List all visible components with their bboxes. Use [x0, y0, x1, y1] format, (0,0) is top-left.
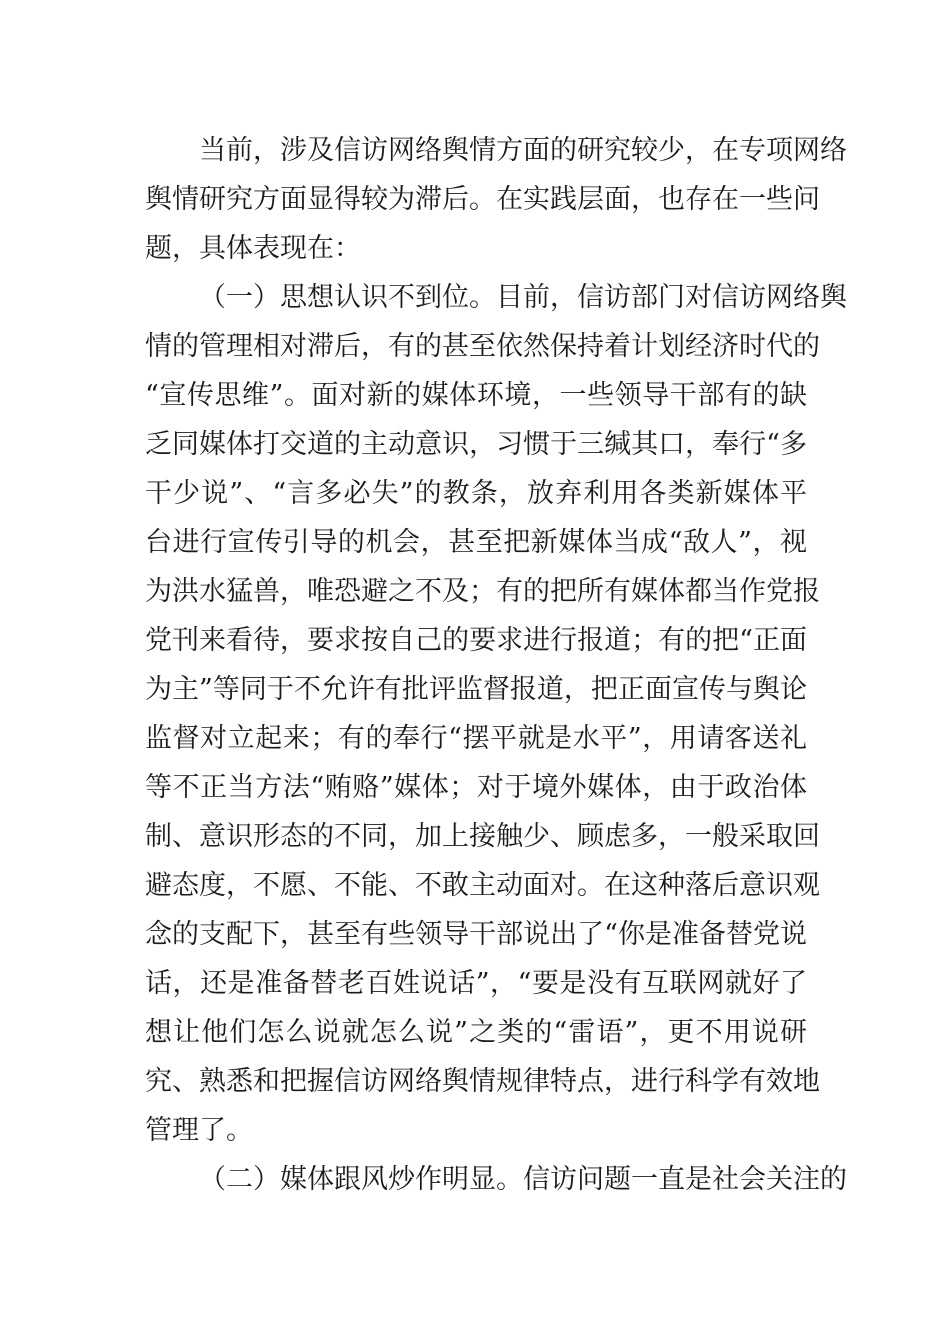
paragraph-3-line-1: （二）媒体跟风炒作明显。信访问题一直是社会关注的: [199, 1164, 847, 1195]
paragraph-2-line-17: 究、熟悉和把握信访网络舆情规律特点，进行科学有效地: [145, 1066, 820, 1097]
paragraph-2-line-12: 制、意识形态的不同，加上接触少、顾虑多，一般采取回: [145, 821, 820, 852]
paragraph-2-line-3: “宣传思维”。面对新的媒体环境，一些领导干部有的缺: [145, 380, 807, 411]
paragraph-1-line-2: 舆情研究方面显得较为滞后。在实践层面，也存在一些问: [145, 184, 820, 215]
paragraph-2-line-1: （一）思想认识不到位。目前，信访部门对信访网络舆: [199, 282, 847, 313]
paragraph-2-line-7: 为洪水猛兽，唯恐避之不及；有的把所有媒体都当作党报: [145, 576, 820, 607]
paragraph-2-line-16: 想让他们怎么说就怎么说”之类的“雷语”，更不用说研: [145, 1017, 807, 1048]
paragraph-2-line-6: 台进行宣传引导的机会，甚至把新媒体当成“敌人”，视: [145, 527, 807, 558]
paragraph-2-line-5: 干少说”、“言多必失”的教条，放弃利用各类新媒体平: [145, 478, 807, 509]
paragraph-2-line-11: 等不正当方法“贿赂”媒体；对于境外媒体，由于政治体: [145, 772, 807, 803]
paragraph-1-line-1: 当前，涉及信访网络舆情方面的研究较少，在专项网络: [199, 135, 847, 166]
paragraph-2-line-18: 管理了。: [145, 1115, 253, 1146]
paragraph-2-line-8: 党刊来看待，要求按自己的要求进行报道；有的把“正面: [145, 625, 807, 656]
paragraph-2-line-13: 避态度，不愿、不能、不敢主动面对。在这种落后意识观: [145, 870, 820, 901]
paragraph-2-line-4: 乏同媒体打交道的主动意识，习惯于三缄其口，奉行“多: [145, 429, 807, 460]
body-text: [145, 126, 847, 1204]
paragraph-2-line-15: 话，还是准备替老百姓说话”，“要是没有互联网就好了: [145, 968, 807, 999]
paragraph-2-line-9: 为主”等同于不允许有批评监督报道，把正面宣传与舆论: [145, 674, 807, 705]
paragraph-1-line-3: 题，具体表现在：: [145, 233, 361, 264]
paragraph-2-line-2: 情的管理相对滞后，有的甚至依然保持着计划经济时代的: [145, 331, 820, 362]
paragraph-2-line-14: 念的支配下，甚至有些领导干部说出了“你是准备替党说: [145, 919, 807, 950]
paragraph-2-line-10: 监督对立起来；有的奉行“摆平就是水平”，用请客送礼: [145, 723, 807, 754]
